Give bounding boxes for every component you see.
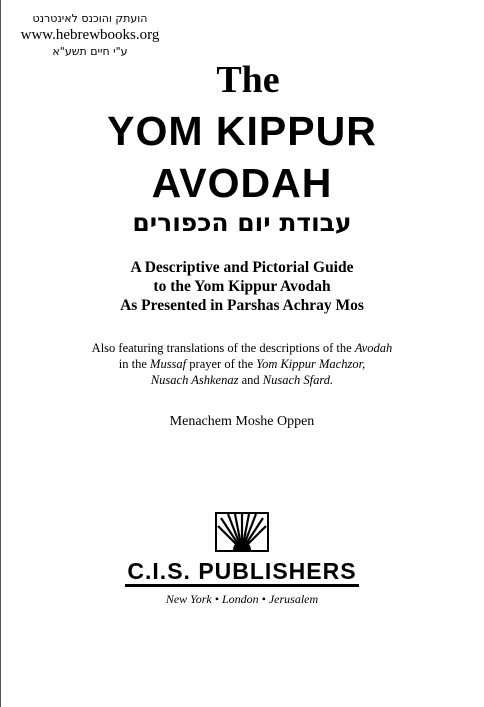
featuring-text: in the [118,357,151,371]
sunburst-logo-icon [215,512,269,552]
subtitle-line-3: As Presented in Parshas Achray Mos [120,297,364,314]
featuring-italic: Nusach Ashkenaz [150,373,239,387]
featuring-italic: Nusach Sfard. [262,373,334,387]
title-the: The [216,59,280,101]
featuring-line-2 [0,356,484,372]
featuring-italic: Yom Kippur Machzor, [256,357,366,371]
publisher-name [0,558,484,587]
featuring-italic: Mussaf [150,357,187,371]
featuring-italic: Avodah [354,341,393,355]
featuring-note [0,340,484,388]
hebrewbooks-stamp [5,12,175,58]
featuring-text: prayer of the [186,357,257,371]
featuring-line-3 [0,372,484,388]
title-avodah: AVODAH [151,160,333,206]
featuring-text: and [238,373,263,387]
stamp-url: www.hebrewbooks.org [20,26,160,43]
hebrew-title: עבודת יום הכפורים [132,208,352,237]
author-name: Menachem Moshe Oppen [169,414,315,429]
subtitle-line-2: to the Yom Kippur Avodah [153,278,331,295]
stamp-hebrew-line-2: ע"י חיים תשע"א [52,44,128,58]
publisher-wordmark: C.I.S. PUBLISHERS [125,558,358,587]
stamp-hebrew-line-1: הועתק והוכנס לאינטרנט [32,12,148,25]
title-yom-kippur: YOM KIPPUR [107,108,377,154]
featuring-text: Also featuring translations of the descriptions of the [91,341,355,355]
featuring-line-1 [0,340,484,356]
publisher-cities: New York • London • Jerusalem [165,592,319,606]
subtitle-line-1: A Descriptive and Pictorial Guide [130,259,354,276]
subtitle [0,258,484,315]
